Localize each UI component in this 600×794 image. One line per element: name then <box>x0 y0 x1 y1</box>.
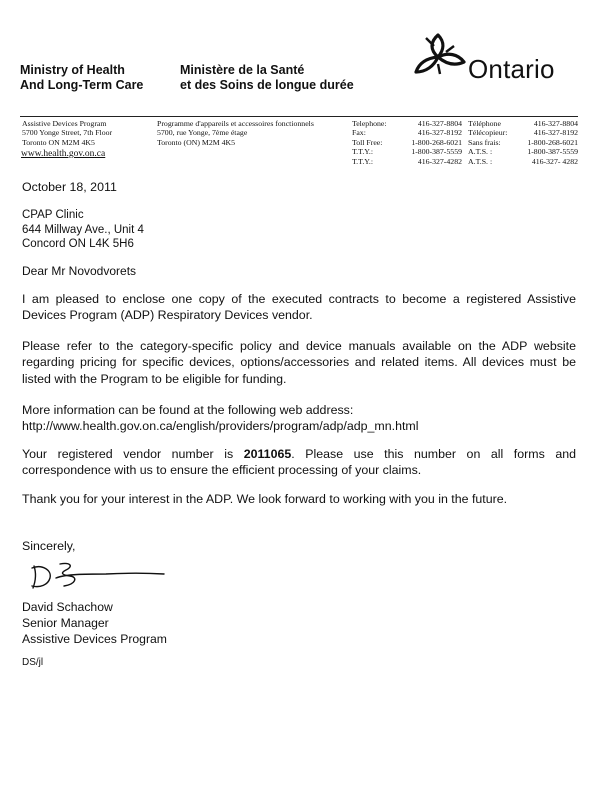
address-en-line: Toronto ON M2M 4K5 <box>22 137 95 147</box>
vendor-text-before: Your registered vendor number is <box>22 447 244 461</box>
ministry-name-en-line1: Ministry of Health <box>20 63 125 77</box>
phone-row <box>352 157 462 166</box>
ontario-logo <box>410 30 580 90</box>
phone-label: T.T.Y.: <box>352 156 374 166</box>
paragraph-thanks: Thank you for your interest in the ADP. We look forward to working with you in the future. <box>22 492 508 506</box>
phone-label: Fax: <box>352 128 366 138</box>
phone-value: 416-327-8192 <box>417 128 462 138</box>
address-en-line: 5700 Yonge Street, 7th Floor <box>22 128 113 138</box>
phone-label: Téléphone <box>468 119 501 128</box>
phone-row <box>468 119 578 128</box>
phone-row <box>468 138 578 147</box>
phone-label: Télécopieur: <box>468 128 508 138</box>
recipient-address <box>22 208 144 252</box>
header-divider <box>20 116 578 117</box>
phones-en <box>352 119 462 166</box>
paragraph-contracts: I am pleased to enclose one copy of the executed contracts to become a registered Assistive Devices Program (ADP) Respiratory Devices vendor. <box>22 292 576 323</box>
recipient-line: Concord ON L4K 5H6 <box>22 238 134 250</box>
phone-value: 1-800-387-5559 <box>527 147 578 157</box>
recipient-line: CPAP Clinic <box>22 209 84 221</box>
vendor-text-after: . Please use this number on all forms and correspondence with us to ensure the efficient processing of your claims. <box>22 447 576 478</box>
phone-label: Toll Free: <box>352 137 383 147</box>
closing: Sincerely, <box>22 539 76 553</box>
signer-title: Senior Manager <box>22 616 109 630</box>
more-info-text: More information can be found at the following web address: <box>22 403 354 417</box>
phones-fr <box>468 119 578 166</box>
phone-label: A.T.S. : <box>468 147 493 157</box>
address-en-line: Assistive Devices Program <box>22 119 107 128</box>
adp-manual-url: http://www.health.gov.on.ca/english/providers/program/adp/adp_mn.html <box>22 419 419 434</box>
signer-name: David Schachow <box>22 600 113 614</box>
signature-image <box>26 560 176 594</box>
address-fr-line: Toronto (ON) M2M 4K5 <box>157 137 236 147</box>
reference-initials: DS/jl <box>22 657 44 668</box>
signer-organization: Assistive Devices Program <box>22 632 167 646</box>
paragraph-manuals: Please refer to the category-specific policy and device manuals available on the ADP website regarding pricing for specific devices, options/accessories and related items. All devices must be listed with the Program to be eligible for funding. <box>22 339 576 386</box>
phone-label: A.T.S. : <box>468 156 493 166</box>
phone-row <box>468 147 578 156</box>
ontario-wordmark: Ontario <box>468 54 555 84</box>
phone-label: Telephone: <box>352 119 387 128</box>
phone-row <box>352 128 462 137</box>
phone-row <box>352 138 462 147</box>
signature-block <box>22 599 167 647</box>
ministry-name-en <box>20 63 143 93</box>
address-fr-line: Programme d'appareils et accessoires fonctionnels <box>157 119 314 128</box>
phone-value: 1-800-387-5559 <box>411 147 462 157</box>
ministry-name-en-line2: And Long-Term Care <box>20 78 144 92</box>
ministry-name-fr <box>180 63 354 93</box>
phone-row <box>468 128 578 137</box>
salutation: Dear Mr Novodvorets <box>22 264 137 278</box>
paragraph-more-info <box>22 402 576 435</box>
address-en <box>22 119 112 147</box>
phone-value: 416-327- 4282 <box>531 156 578 166</box>
phone-row <box>468 157 578 166</box>
phone-row <box>352 119 462 128</box>
ministry-name-fr-line1: Ministère de la Santé <box>180 63 305 77</box>
paragraph-vendor-number <box>22 446 576 479</box>
phone-value: 1-800-268-6021 <box>527 137 578 147</box>
phone-value: 416-327-4282 <box>417 156 462 166</box>
vendor-number: 2011065 <box>243 447 292 461</box>
recipient-line: 644 Millway Ave., Unit 4 <box>22 223 144 236</box>
phone-label: Sans frais: <box>468 137 501 147</box>
trillium-icon <box>410 30 470 90</box>
phone-label: T.T.Y.: <box>352 147 374 157</box>
ministry-name-fr-line2: et des Soins de longue durée <box>180 78 354 92</box>
phone-value: 416-327-8192 <box>533 128 578 138</box>
phone-value: 416-327-8804 <box>533 119 578 128</box>
phone-value: 1-800-268-6021 <box>411 137 462 147</box>
address-fr <box>157 119 314 147</box>
letter-date: October 18, 2011 <box>22 180 117 194</box>
phone-row <box>352 147 462 156</box>
website-link[interactable]: www.health.gov.on.ca <box>21 149 106 159</box>
phone-value: 416-327-8804 <box>417 119 462 128</box>
address-fr-line: 5700, rue Yonge, 7ème étage <box>157 128 248 138</box>
